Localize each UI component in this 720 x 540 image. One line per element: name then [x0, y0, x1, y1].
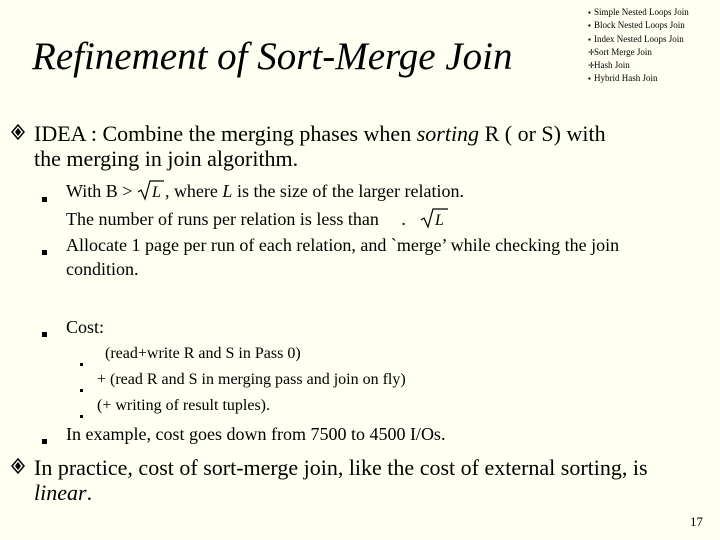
allocate-text-line2: condition.	[66, 259, 139, 279]
topic-label: Sort Merge Join	[594, 46, 652, 57]
topic-item	[588, 33, 689, 46]
with-b-text-3: is the size of the larger relation.	[232, 181, 465, 202]
runs-text: The number of runs per relation is less than	[66, 209, 379, 230]
topic-item	[588, 72, 689, 85]
svg-text:L: L	[151, 184, 161, 201]
allocate-text: Allocate 1 page per run of each relation, and `merge’ while checking the join	[66, 235, 620, 255]
practice-text-end: .	[86, 480, 93, 505]
example-point: In example, cost goes down from 7500 to 4500 I/Os.	[66, 424, 446, 444]
idea-text-end: R ( or S) with	[479, 121, 606, 146]
topic-bullet: ▪	[588, 8, 591, 17]
practice-emphasis: linear	[34, 480, 87, 505]
allocate-point	[66, 233, 706, 281]
square-bullet-icon	[42, 242, 47, 260]
topic-list	[588, 6, 689, 86]
topic-label: Block Nested Loops Join	[594, 20, 685, 31]
topic-bullet: ▪	[588, 34, 591, 44]
idea-point	[34, 121, 714, 171]
dot-bullet-icon	[80, 353, 83, 371]
dot-bullet-icon	[80, 379, 83, 397]
topic-label: Hash Join	[594, 60, 630, 71]
topic-label: Hybrid Hash Join	[594, 73, 658, 84]
diamond-bullet-icon	[10, 124, 26, 145]
square-bullet-icon	[42, 431, 47, 449]
topic-bullet: ✛	[588, 47, 595, 57]
topic-bullet: ✛	[588, 61, 595, 71]
practice-text: In practice, cost of sort-merge join, like the cost of external sorting, is	[34, 455, 648, 480]
topic-item	[588, 59, 689, 72]
topic-item	[588, 6, 689, 19]
topic-item	[588, 19, 689, 32]
with-b-text-2: , where	[164, 181, 223, 202]
page-number: 17	[690, 514, 703, 529]
sqrt-l-icon	[137, 179, 165, 207]
topic-bullet: ▪	[588, 21, 591, 31]
topic-bullet: ▪	[588, 74, 591, 84]
cost-label: Cost:	[66, 317, 105, 337]
cost-item: + (read R and S in merging pass and join on fly)	[97, 371, 406, 388]
practice-point	[34, 455, 718, 505]
svg-text:L: L	[435, 212, 445, 229]
square-bullet-icon	[42, 324, 47, 342]
sqrt-l-icon	[420, 207, 450, 235]
dot-bullet-icon	[80, 405, 83, 423]
runs-text-end: .	[401, 209, 406, 230]
with-b-text: With B >	[66, 181, 137, 202]
with-b-point	[66, 179, 706, 235]
diamond-bullet-icon	[10, 458, 26, 479]
idea-text-line2: the merging in join algorithm.	[34, 146, 299, 171]
idea-emphasis: sorting	[416, 121, 480, 146]
topic-label: Simple Nested Loops Join	[594, 7, 689, 17]
cost-item: (read+write R and S in Pass 0)	[105, 345, 301, 362]
idea-text: IDEA : Combine the merging phases when	[34, 121, 417, 146]
topic-label: Index Nested Loops Join	[594, 33, 684, 44]
square-bullet-icon	[42, 189, 47, 207]
cost-item: (+ writing of result tuples).	[97, 397, 270, 414]
topic-item	[588, 46, 689, 59]
var-l: L	[222, 181, 233, 202]
slide-title: Refinement of Sort-Merge Join	[32, 35, 513, 78]
